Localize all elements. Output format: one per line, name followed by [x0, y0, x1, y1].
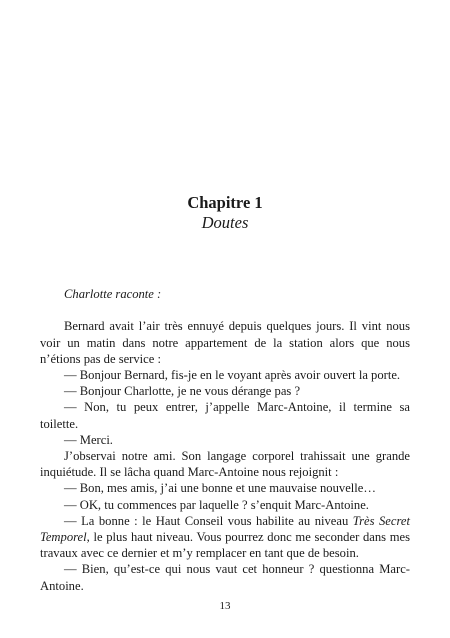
paragraph: Bernard avait l’air très ennuyé depuis quelques jours. Il vint nous voir un matin dans notre appartement de la station alors que nous n’étions pas de service : — [40, 319, 410, 366]
paragraph: — Non, tu peux entrer, j’appelle Marc-Antoine, il termine sa toilette. — [40, 400, 410, 431]
chapter-subtitle: Doutes — [201, 213, 249, 232]
text-span: — La bonne : le Haut Conseil vous habilite au niveau — [64, 513, 353, 528]
paragraph: — Bonjour Charlotte, je ne vous dérange pas ? — [64, 384, 301, 399]
page-number: 13 — [219, 600, 231, 612]
paragraph: — Merci. — [64, 432, 113, 447]
epigraph: Charlotte raconte : — [64, 287, 162, 301]
paragraph: — Bonjour Bernard, fis-je en le voyant après avoir ouvert la porte. — [64, 368, 401, 382]
chapter-title: Chapitre 1 — [187, 193, 263, 212]
chapter-heading — [0, 193, 450, 233]
body-text — [40, 286, 410, 594]
paragraph: J’observai notre ami. Son langage corporel trahissait une grande inquiétude. Il se lâcha quand Marc-Antoine nous rejoignit : — [40, 449, 410, 480]
paragraph: — Bon, mes amis, j’ai une bonne et une mauvaise nouvelle… — [64, 481, 376, 496]
paragraph: — OK, tu commences par laquelle ? s’enquit Marc-Antoine. — [64, 497, 369, 512]
text-span: , le plus haut niveau. Vous pourrez donc me seconder dans mes travaux avec ce dernier et m’y remplacer en tant que de besoin. — [40, 530, 410, 561]
paragraph: — Bien, qu’est-ce qui nous vaut cet honneur ? questionna Marc-Antoine. — [40, 562, 410, 593]
emphasis-text: Très Secret Temporel — [40, 513, 410, 545]
paragraph-mixed — [40, 513, 410, 562]
